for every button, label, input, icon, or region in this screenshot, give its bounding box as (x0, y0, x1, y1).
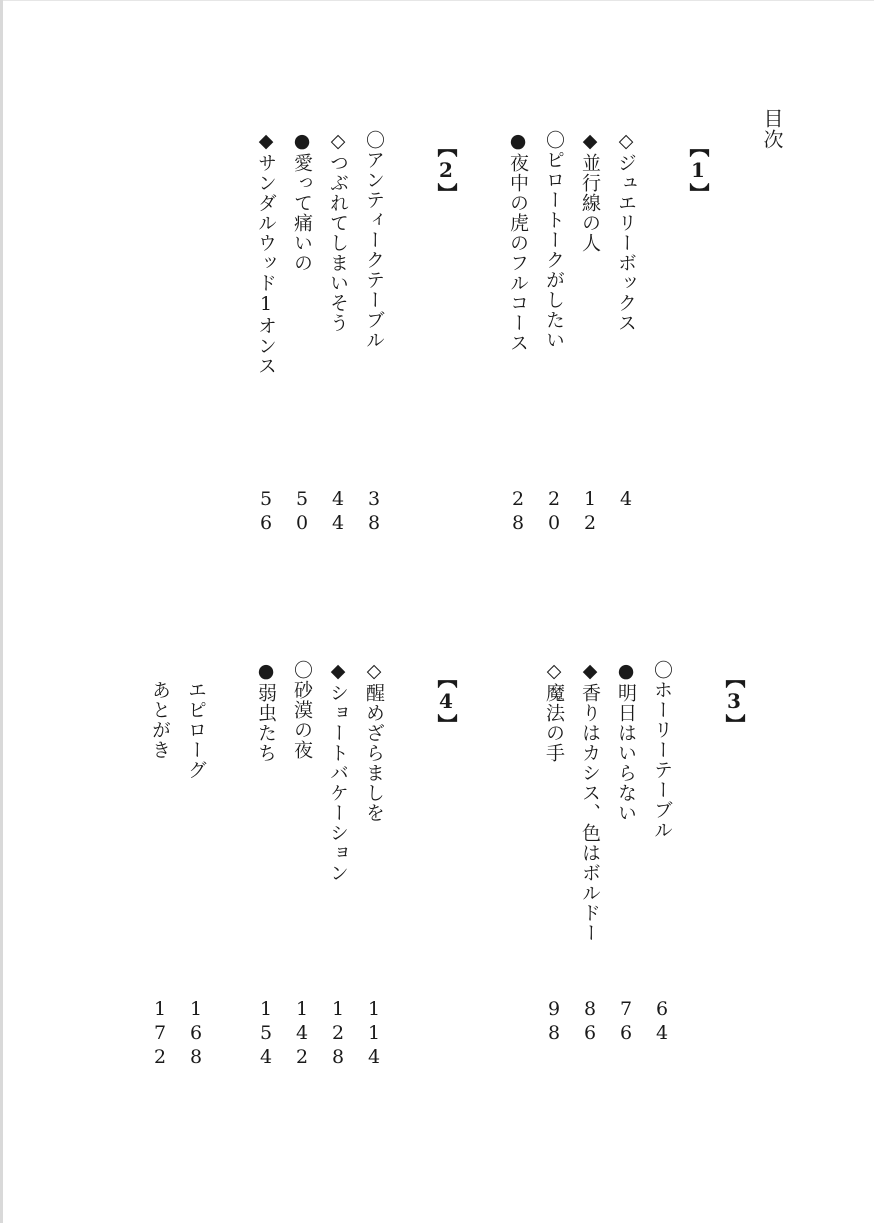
toc-entry-page: 56 (255, 488, 277, 536)
toc-entry-page: 4 (615, 488, 637, 512)
toc-entry-page: 50 (291, 488, 313, 536)
toc-entry-page: 128 (327, 998, 349, 1070)
page-edge-left (0, 0, 3, 1223)
toc-entry-page: 28 (507, 488, 529, 536)
toc-entry-page: 142 (291, 998, 313, 1070)
toc-entry-page: 98 (543, 998, 565, 1046)
toc-entry-page: 12 (579, 488, 601, 536)
toc-entry-page: 154 (255, 998, 277, 1070)
toc-entry-title[interactable]: 〇アンティークテーブル (363, 130, 385, 350)
toc-entry-title[interactable]: ◇つぶれてしまいそう (327, 130, 349, 333)
toc-entry-title[interactable]: ◆サンダルウッド1オンス (255, 130, 277, 376)
page-edge-top (0, 0, 874, 1)
toc-entry-title[interactable]: ●明日はいらない (615, 660, 637, 823)
toc-entry-page: 64 (651, 998, 673, 1046)
toc-entry-title-epilogue[interactable]: エピローグ (185, 680, 207, 780)
toc-entry-title[interactable]: ●夜中の虎のフルコース (507, 130, 529, 353)
toc-entry-page: 168 (185, 998, 207, 1070)
toc-entry-title-afterword[interactable]: あとがき (149, 680, 171, 760)
toc-entry-title[interactable]: ◆香りはカシス、色はボルドー (579, 660, 601, 943)
section-3-label: 【3】 (722, 668, 746, 735)
toc-entry-title[interactable]: ●愛って痛いの (291, 130, 313, 273)
toc-entry-page: 44 (327, 488, 349, 536)
section-1-label: 【1】 (686, 137, 710, 204)
toc-entry-title[interactable]: 〇砂漠の夜 (291, 660, 313, 760)
toc-entry-title[interactable]: 〇ホーリーテーブル (651, 660, 673, 840)
toc-entry-title[interactable]: 〇ピロートークがしたい (543, 130, 565, 350)
toc-entry-page: 38 (363, 488, 385, 536)
toc-entry-title[interactable]: ◇醒めざらましを (363, 660, 385, 823)
toc-entry-page: 76 (615, 998, 637, 1046)
toc-entry-page: 20 (543, 488, 565, 536)
toc-entry-page: 114 (363, 998, 385, 1070)
toc-entry-title[interactable]: ◇ジュエリーボックス (615, 130, 637, 333)
section-4-label: 【4】 (434, 668, 458, 735)
toc-title: 目次 (760, 108, 784, 150)
section-2-label: 【2】 (434, 137, 458, 204)
toc-entry-page: 172 (149, 998, 171, 1070)
toc-entry-page: 86 (579, 998, 601, 1046)
toc-entry-title[interactable]: ◇魔法の手 (543, 660, 565, 763)
toc-entry-title[interactable]: ◆並行線の人 (579, 130, 601, 253)
toc-entry-title[interactable]: ◆ショートバケーション (327, 660, 349, 883)
toc-entry-title[interactable]: ●弱虫たち (255, 660, 277, 763)
